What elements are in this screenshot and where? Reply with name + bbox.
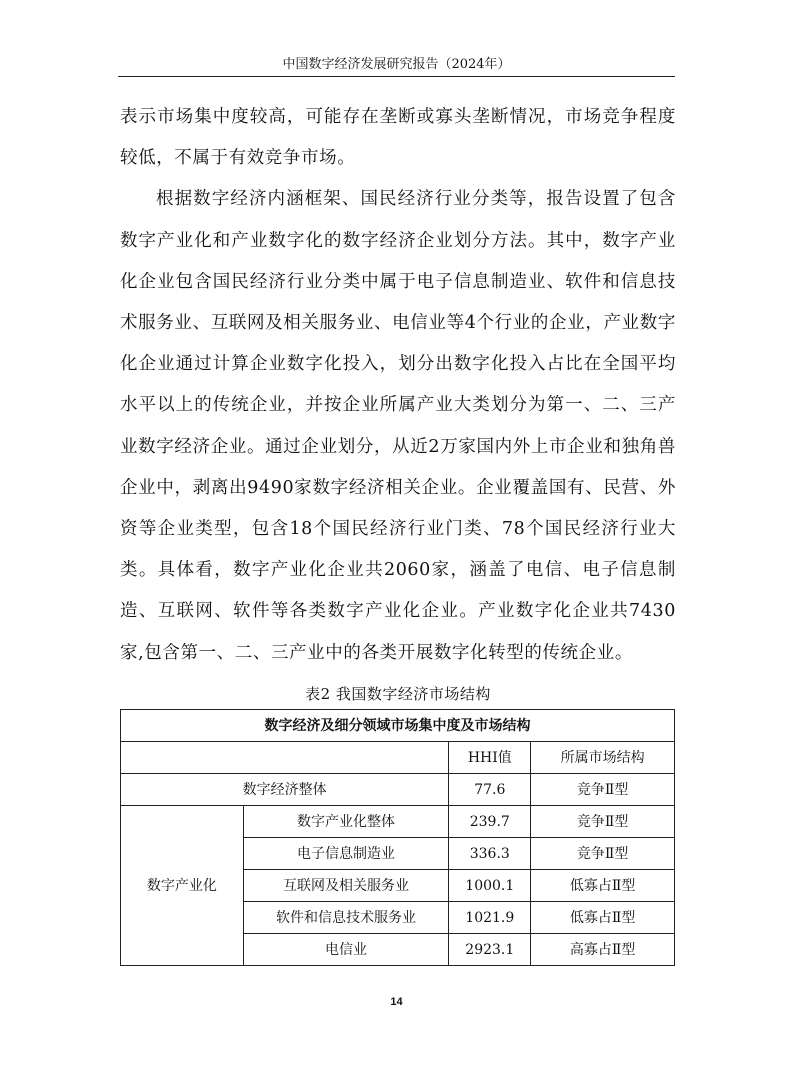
row-label: 电子信息制造业	[243, 838, 449, 870]
hhi-value: 1021.9	[449, 902, 531, 934]
page-number: 14	[390, 996, 403, 1008]
row-label: 软件和信息技术服务业	[243, 902, 449, 934]
paragraph-1: 表示市场集中度较高，可能存在垄断或寡头垄断情况，市场竞争程度较低，不属于有效竞争市场。	[120, 107, 676, 169]
hhi-value: 336.3	[449, 838, 531, 870]
header-blank-cell	[121, 742, 449, 774]
table-header-row	[121, 742, 675, 774]
paragraph-2: 根据数字经济内涵框架、国民经济行业分类等，报告设置了包含数字产业化和产业数字化的数字经济企业划分方法。其中，数字产业化企业包含国民经济行业分类中属于电子信息制造业、软件和信息技术服务业、互联网及相关服务业、电信业等4个行业的企业，产业数字化企业通过计算企业数字化投入，划分出数字化投入占比在全国平均水平以上的传统企业，并按企业所属产业大类划分为第一、二、三产业数字经济企业。通过企业划分，从近2万家国内外上市企业和独角兽企业中，剥离出9490家数字经济相关企业。企业覆盖国有、民营、外资等企业类型，包含18个国民经济行业门类、78个国民经济行业大类。具体看，数字产业化企业共2060家，涵盖了电信、电子信息制造、互联网、软件等各类数字产业化企业。产业数字化企业共7430家,包含第一、二、三产业中的各类开展数字化转型的传统企业。	[120, 189, 676, 663]
table-title: 数字经济及细分领域市场集中度及市场结构	[121, 710, 675, 742]
structure-value: 低寡占Ⅱ型	[531, 902, 675, 934]
body-text	[120, 97, 676, 674]
market-structure-table	[120, 709, 675, 966]
row-label: 互联网及相关服务业	[243, 870, 449, 902]
row-label: 数字经济整体	[121, 774, 449, 806]
table-caption: 表2 我国数字经济市场结构	[305, 685, 491, 703]
hhi-value: 239.7	[449, 806, 531, 838]
table-row	[121, 806, 675, 838]
row-label: 电信业	[243, 934, 449, 966]
hhi-value: 2923.1	[449, 934, 531, 966]
table-row-overall	[121, 774, 675, 806]
column-header-hhi: HHI值	[449, 742, 531, 774]
table-title-row	[121, 710, 675, 742]
structure-value: 竞争Ⅱ型	[531, 774, 675, 806]
group-label: 数字产业化	[121, 806, 244, 966]
column-header-structure: 所属市场结构	[531, 742, 675, 774]
structure-value: 竞争Ⅱ型	[531, 806, 675, 838]
running-header: 中国数字经济发展研究报告（2024年）	[282, 57, 511, 72]
hhi-value: 77.6	[449, 774, 531, 806]
structure-value: 高寡占Ⅱ型	[531, 934, 675, 966]
row-label: 数字产业化整体	[243, 806, 449, 838]
structure-value: 竞争Ⅱ型	[531, 838, 675, 870]
header-rule	[118, 76, 675, 77]
structure-value: 低寡占Ⅱ型	[531, 870, 675, 902]
hhi-value: 1000.1	[449, 870, 531, 902]
